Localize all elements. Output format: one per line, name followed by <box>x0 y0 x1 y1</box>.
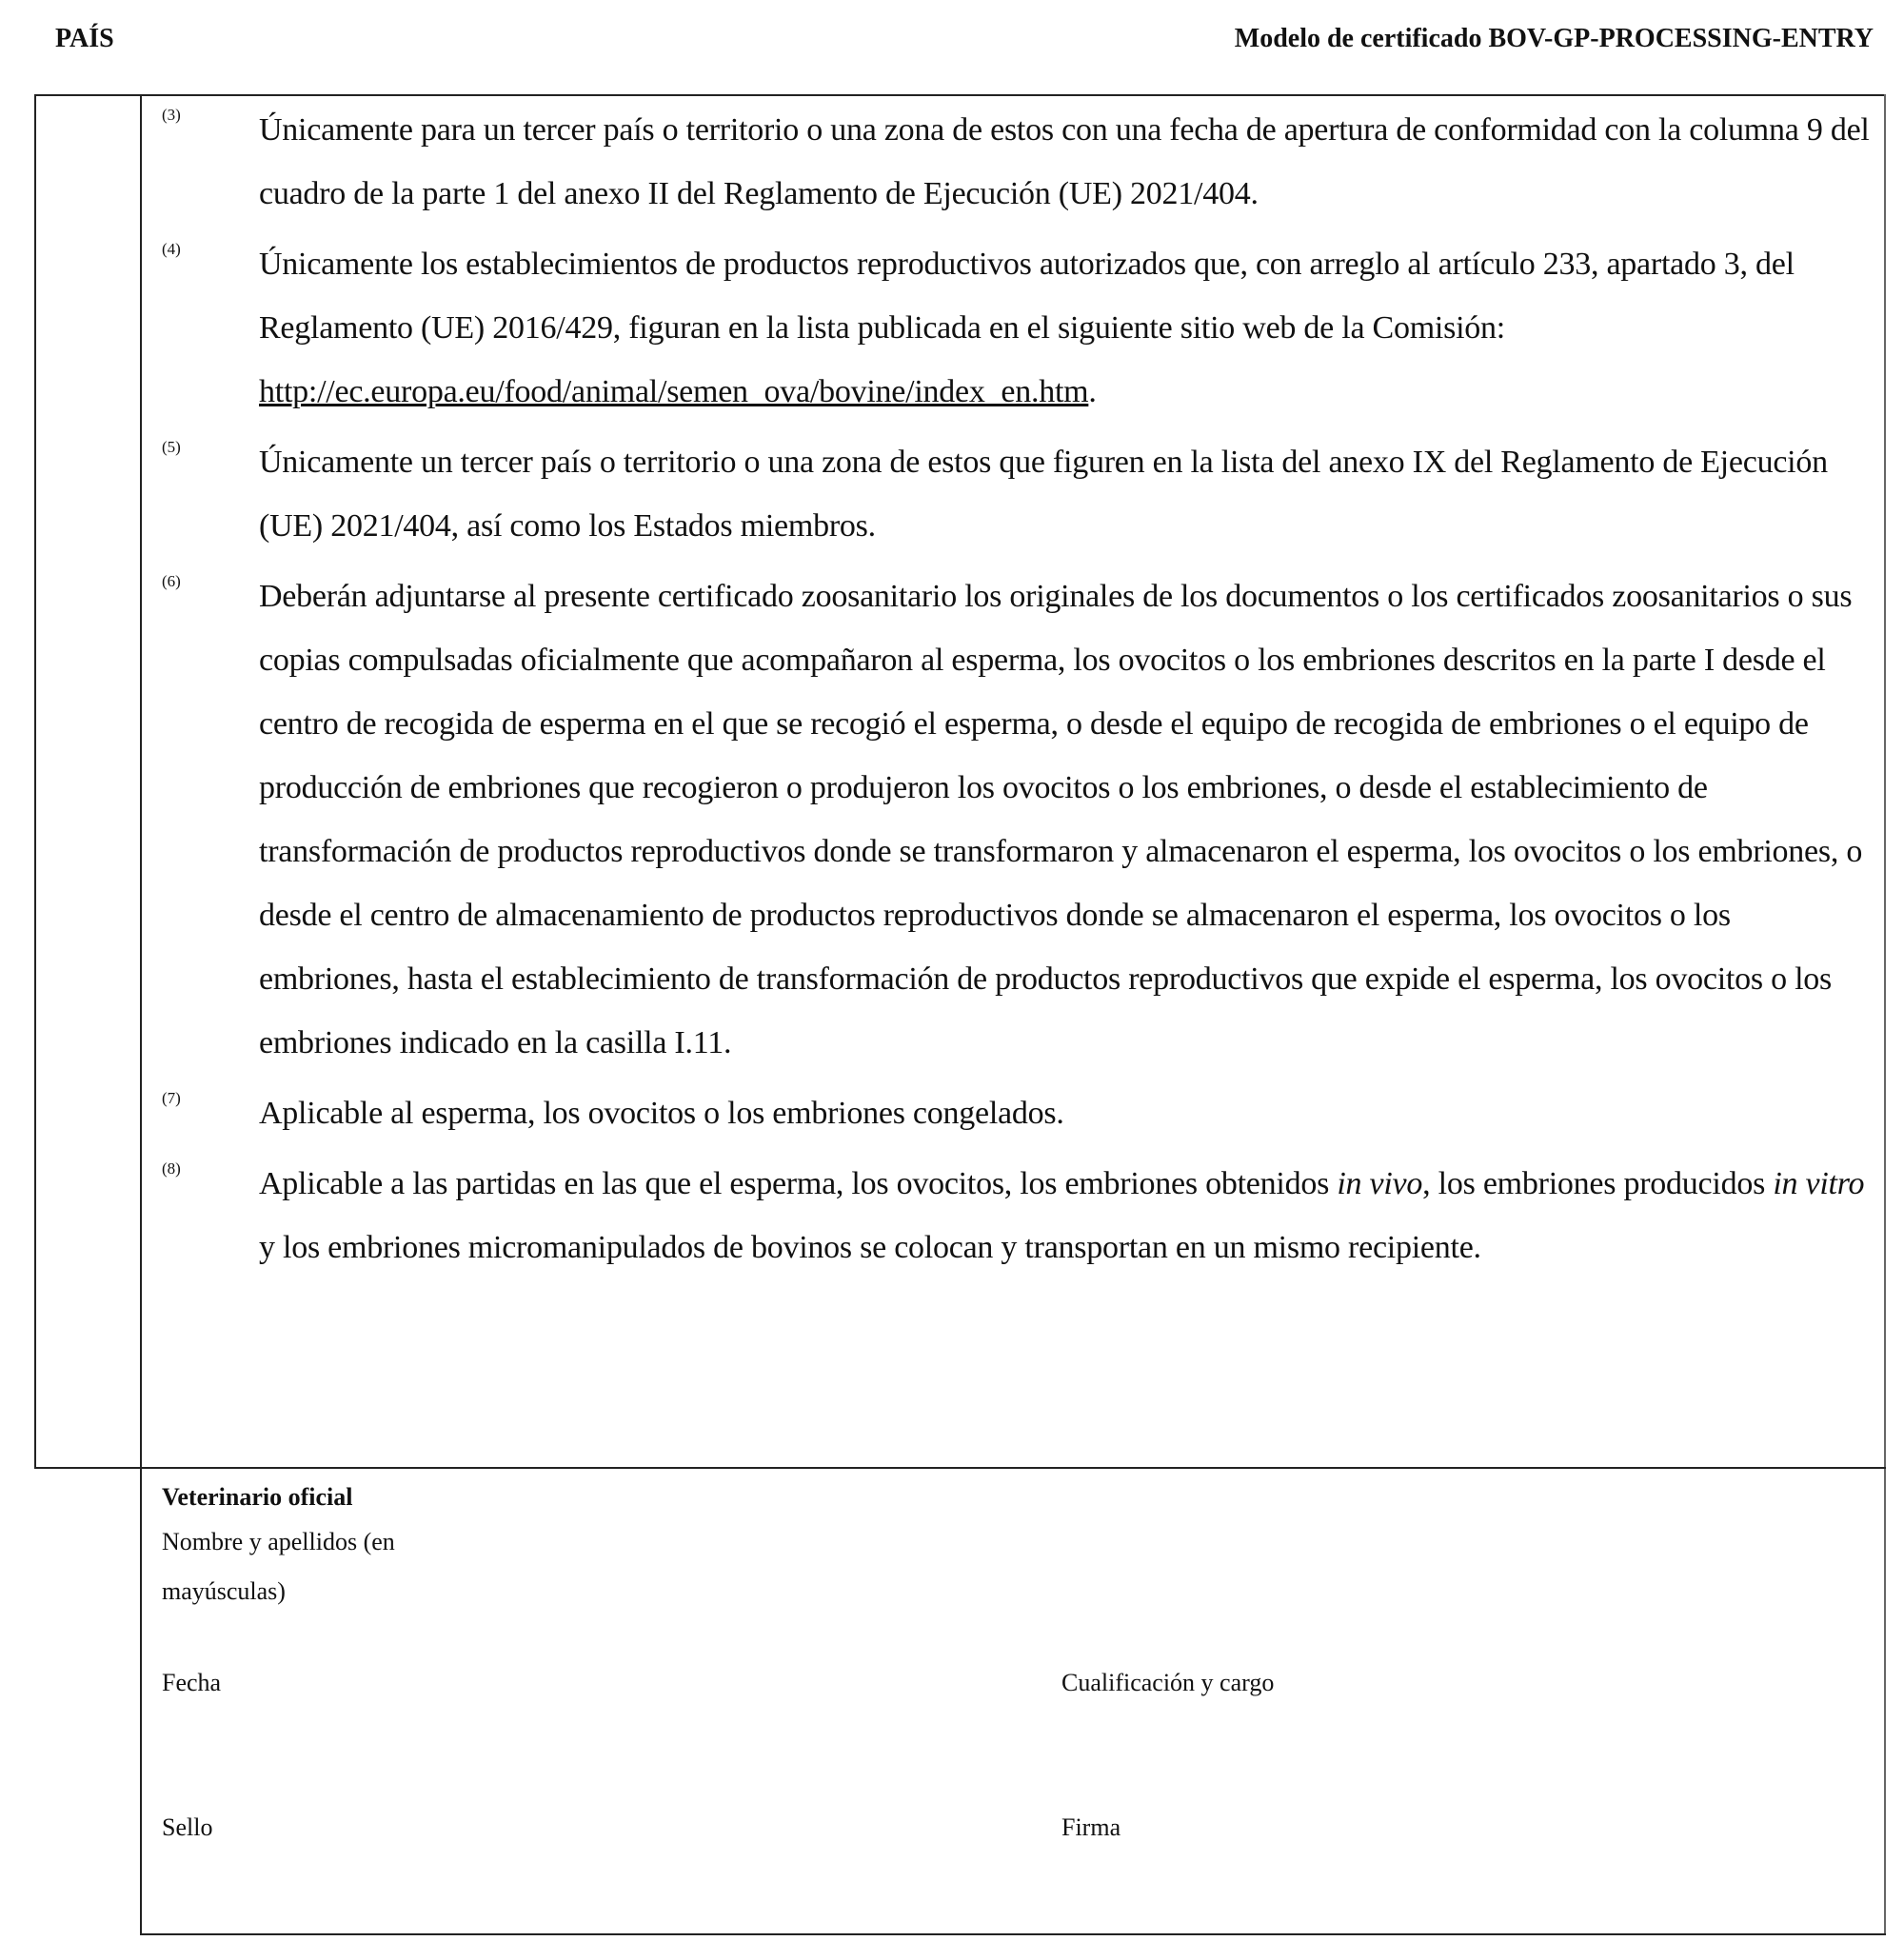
section-title: Veterinario oficial <box>162 1483 353 1511</box>
footnote-number: (3) <box>162 106 181 124</box>
qualification-field-label: Cualificación y cargo <box>1061 1669 1275 1696</box>
footnote-number: (7) <box>162 1089 181 1107</box>
notes-bottom-border <box>34 1467 1886 1469</box>
footnote-text: Únicamente para un tercer país o territorio o una zona de estos con una fecha de apertura de conformidad con la columna 9 del cuadro de la parte 1 del anexo II del Reglamento de Ejecución (UE) 2021/404. <box>259 112 1870 211</box>
footnotes-list <box>162 98 1875 1286</box>
footnote-text: Aplicable al esperma, los ovocitos o los embriones congelados. <box>259 1096 1064 1131</box>
table-right-border <box>1884 94 1886 1934</box>
footnote-7 <box>162 1081 1875 1145</box>
certificate-model-title: Modelo de certificado BOV-GP-PROCESSING-ENTRY <box>1234 24 1874 53</box>
footnote-6 <box>162 564 1875 1075</box>
footnote-number: (5) <box>162 438 181 456</box>
footnote-text: Deberán adjuntarse al presente certificado zoosanitario los originales de los documentos o los certificados zoosanitarios o sus copias compulsadas oficialmente que acompañaron al esperma, los ovocitos o los embriones descritos en la parte I desde el centro de recogida de esperma en el que se recogió el esperma, o desde el equipo de recogida de embriones o el equipo de producción de embriones que recogieron o produjeron los ovocitos o los embriones, o desde el establecimiento de transformación de productos reproductivos donde se transformaron y almacenaron el esperma, los ovocitos o los embriones, o desde el centro de almacenamiento de productos reproductivos donde se almacenaron el esperma, los ovocitos o los embriones, hasta el establecimiento de transformación de productos reproductivos que expide el esperma, los ovocitos o los embriones indicado en la casilla I.11. <box>259 579 1863 1060</box>
footnote-5 <box>162 430 1875 558</box>
country-label: PAÍS <box>55 24 114 53</box>
table-left-border <box>34 94 36 1468</box>
footnote-8 <box>162 1152 1875 1279</box>
table-top-border <box>34 94 1886 96</box>
footnote-text-part: y los embriones micromanipulados de bovinos se colocan y transportan en un mismo recipiente. <box>259 1230 1481 1265</box>
footnote-text <box>259 1152 1875 1279</box>
footnote-text: Únicamente un tercer país o territorio o una zona de estos que figuren en la lista del anexo IX del Reglamento de Ejecución (UE) 2021/404, así como los Estados miembros. <box>259 445 1828 544</box>
table-bottom-border <box>140 1933 1886 1935</box>
footnote-text <box>259 232 1875 424</box>
commission-website-link[interactable]: http://ec.europa.eu/food/animal/semen_ova/bovine/index_en.htm <box>259 374 1089 409</box>
footnote-3 <box>162 98 1875 226</box>
table-inner-border <box>140 94 142 1934</box>
footnote-text-part: Aplicable a las partidas en las que el esperma, los ovocitos, los embriones obtenidos <box>259 1166 1338 1201</box>
footnote-text-part: . <box>1088 374 1097 409</box>
footnote-number: (8) <box>162 1159 181 1178</box>
footnote-text-part: , los embriones producidos <box>1422 1166 1774 1201</box>
footnote-4 <box>162 232 1875 424</box>
footnote-text-part: Únicamente los establecimientos de productos reproductivos autorizados que, con arreglo al artículo 233, apartado 3, del Reglamento (UE) 2016/429, figuran en la lista publicada en el siguiente sitio web de la Comisión: <box>259 247 1795 346</box>
footnote-italic-term: in vivo <box>1337 1166 1423 1201</box>
name-field-label: Nombre y apellidos (en mayúsculas) <box>162 1528 395 1605</box>
footnote-number: (4) <box>162 240 181 258</box>
footnote-number: (6) <box>162 572 181 590</box>
signature-field-label: Firma <box>1061 1813 1121 1841</box>
stamp-field-label: Sello <box>162 1813 213 1841</box>
date-field-label: Fecha <box>162 1669 222 1696</box>
footnote-italic-term: in vitro <box>1773 1166 1865 1201</box>
